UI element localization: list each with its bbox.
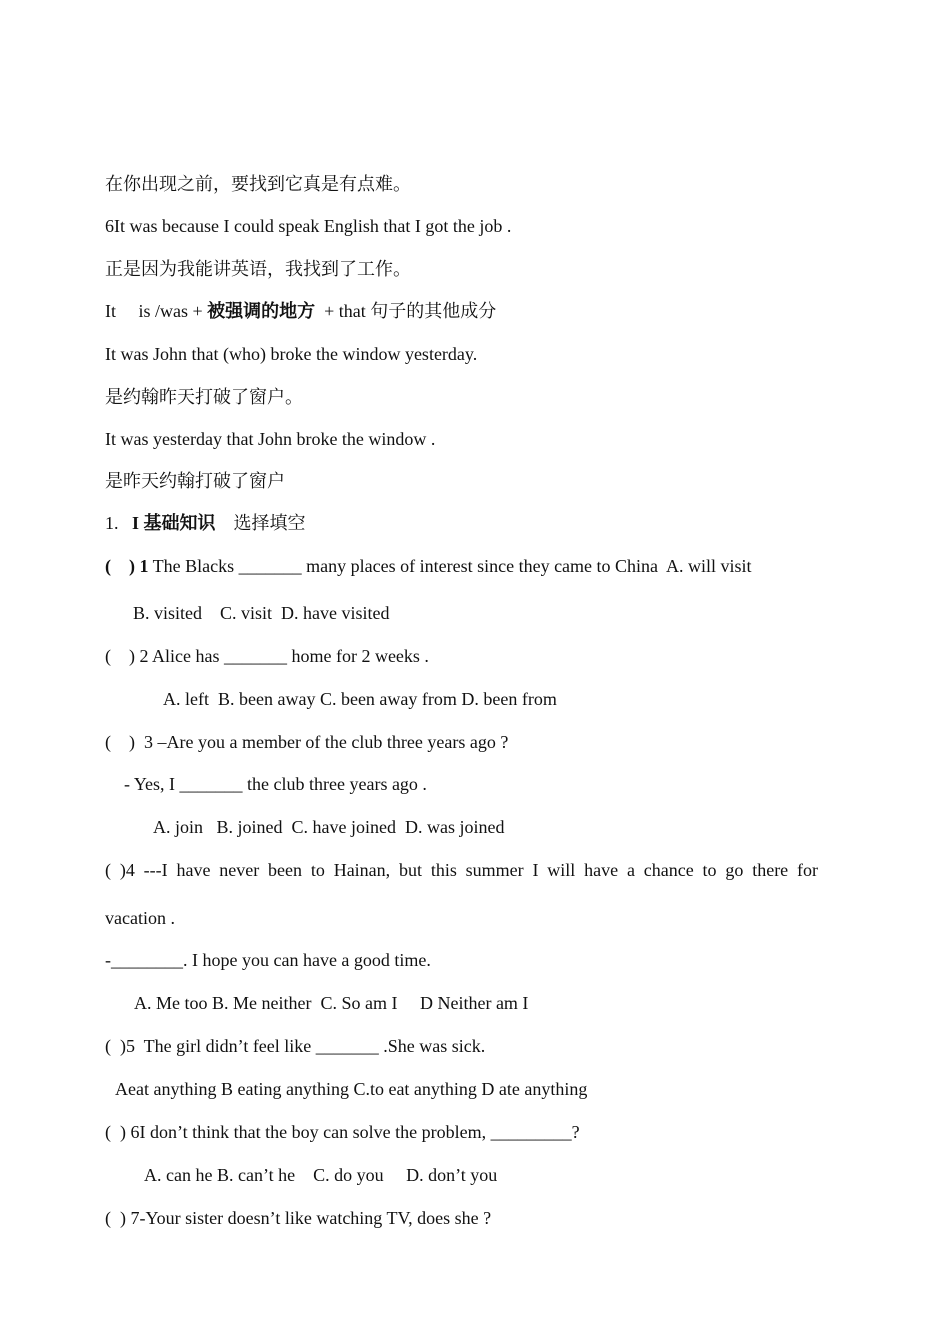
grammar-rule-line (105, 300, 496, 322)
question-4-options: A. Me too B. Me neither C. So am I D Neither am I (134, 993, 529, 1013)
chinese-translation-line: 是约翰昨天打破了窗户。 (105, 387, 303, 407)
chinese-translation-line: 是昨天约翰打破了窗户 (105, 471, 285, 491)
question-number: ( ) 1 (105, 556, 149, 576)
question-2-stem: ( ) 2 Alice has _______ home for 2 weeks . (105, 646, 429, 666)
question-7-stem: ( ) 7-Your sister doesn’t like watching TV, does she ? (105, 1208, 492, 1228)
question-2-options: A. left B. been away C. been away from D. been from (163, 689, 557, 709)
question-6-options: A. can he B. can’t he C. do you D. don’t you (144, 1165, 498, 1185)
example-sentence: It was yesterday that John broke the window . (105, 429, 436, 449)
chinese-translation-line: 在你出现之前，要找到它真是有点难。 (105, 174, 411, 194)
rule-part: + that 句子的其他成分 (315, 301, 497, 321)
question-3-reply: - Yes, I _______ the club three years ago . (124, 774, 427, 794)
question-3-stem: ( ) 3 –Are you a member of the club three years ago ? (105, 732, 509, 752)
question-5-stem: ( )5 The girl didn’t feel like _______ .She was sick. (105, 1036, 486, 1056)
question-3-options: A. join B. joined C. have joined D. was joined (153, 817, 505, 837)
example-sentence: 6It was because I could speak English that I got the job . (105, 216, 512, 236)
question-4-continuation: vacation . (105, 908, 175, 928)
question-1-stem (105, 555, 752, 577)
question-text: The Blacks _______ many places of interest since they came to China A. will visit (148, 556, 752, 576)
question-5-options: Aeat anything B eating anything C.to eat anything D ate anything (115, 1079, 588, 1099)
rule-emphasis: 被强调的地方 (207, 301, 316, 321)
section-subtitle: 选择填空 (215, 513, 306, 533)
question-4-stem: ( )4 ---I have never been to Hainan, but this summer I will have a chance to go there for (105, 860, 818, 880)
question-4-reply: -________. I hope you can have a good time. (105, 950, 431, 970)
section-title: I 基础知识 (132, 513, 216, 533)
section-number: 1. (105, 513, 132, 533)
rule-part: It is /was + (105, 301, 208, 321)
question-1-options: B. visited C. visit D. have visited (133, 603, 390, 623)
section-heading (105, 512, 306, 534)
example-sentence: It was John that (who) broke the window yesterday. (105, 344, 478, 364)
chinese-translation-line: 正是因为我能讲英语，我找到了工作。 (105, 259, 411, 279)
question-6-stem: ( ) 6I don’t think that the boy can solve the problem, _________? (105, 1122, 580, 1142)
